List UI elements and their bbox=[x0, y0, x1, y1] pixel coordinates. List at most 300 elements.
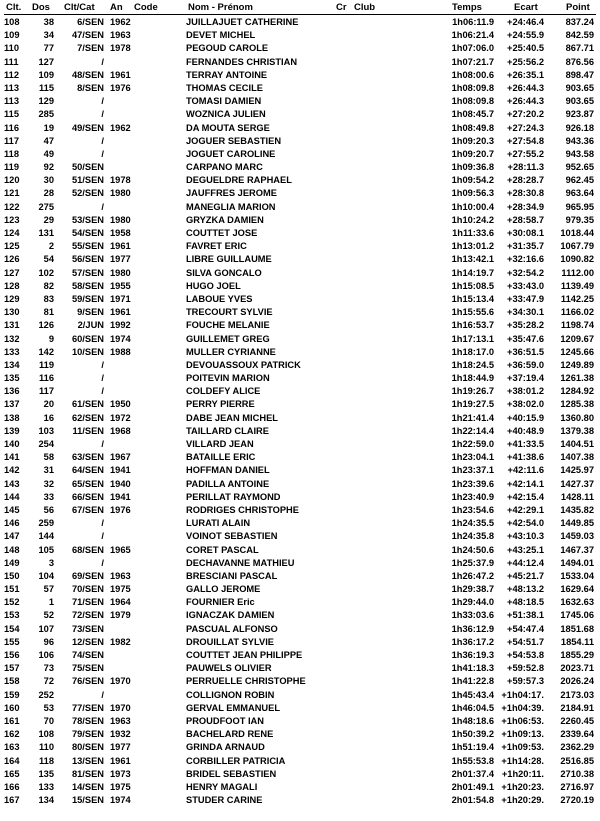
cell-ecart: +33:43.0 bbox=[507, 280, 544, 291]
table-row bbox=[0, 425, 600, 438]
cell-clt: 126 bbox=[4, 254, 20, 265]
cell-dos: 54 bbox=[43, 254, 54, 265]
table-row bbox=[0, 227, 600, 240]
cell-ecart: +24:46.4 bbox=[507, 17, 544, 27]
cell-ecart: +41:38.6 bbox=[507, 452, 544, 463]
cell-nom-prenom: COLLIGNON ROBIN bbox=[186, 689, 275, 700]
cell-ecart: +1h14:28. bbox=[501, 755, 544, 766]
table-row bbox=[0, 781, 600, 794]
table-row bbox=[0, 544, 600, 557]
cell-nom-prenom: LURATI ALAIN bbox=[186, 518, 251, 529]
table-row bbox=[0, 675, 600, 688]
header-code: Code bbox=[134, 2, 158, 13]
table-row bbox=[0, 609, 600, 622]
cell-dos: 285 bbox=[38, 109, 54, 120]
cell-ecart: +28:28.7 bbox=[507, 175, 544, 186]
cell-ecart: +1h20:23. bbox=[501, 781, 544, 792]
cell-an: 1961 bbox=[110, 307, 131, 318]
cell-ecart: +54:47.4 bbox=[507, 623, 544, 634]
cell-nom-prenom: COLDEFY ALICE bbox=[186, 386, 261, 397]
cell-clt-cat: / bbox=[101, 96, 104, 107]
cell-nom-prenom: FOURNIER Eric bbox=[186, 597, 255, 608]
cell-nom-prenom: PEGOUD CAROLE bbox=[186, 43, 269, 54]
cell-clt-cat: 65/SEN bbox=[71, 478, 104, 489]
header-club: Club bbox=[354, 2, 376, 13]
cell-point: 1142.25 bbox=[560, 293, 594, 304]
table-row bbox=[0, 214, 600, 227]
cell-dos: 104 bbox=[38, 570, 54, 581]
cell-ecart: +43:25.1 bbox=[507, 544, 544, 555]
header-ecart: Ecart bbox=[514, 2, 538, 13]
cell-an: 1988 bbox=[110, 346, 131, 357]
header-divider bbox=[4, 14, 596, 15]
cell-dos: 108 bbox=[38, 729, 54, 740]
cell-clt-cat: 75/SEN bbox=[71, 663, 104, 674]
cell-clt-cat: 73/SEN bbox=[71, 623, 104, 634]
table-row bbox=[0, 372, 600, 385]
cell-temps: 1h19:26.7 bbox=[451, 386, 494, 397]
cell-dos: 106 bbox=[38, 650, 54, 660]
cell-dos: 83 bbox=[43, 293, 54, 304]
cell-clt-cat: 70/SEN bbox=[71, 584, 104, 595]
cell-nom-prenom: PAUWELS OLIVIER bbox=[186, 663, 272, 674]
table-row bbox=[0, 240, 600, 253]
cell-nom-prenom: GUILLEMET GREG bbox=[186, 333, 270, 344]
cell-clt: 164 bbox=[4, 755, 20, 766]
cell-clt-cat: 10/SEN bbox=[71, 346, 104, 357]
cell-temps: 1h23:54.6 bbox=[451, 504, 494, 515]
cell-nom-prenom: LABOUE YVES bbox=[186, 293, 253, 304]
cell-ecart: +1h09:13. bbox=[501, 729, 544, 740]
cell-clt-cat: / bbox=[101, 531, 104, 542]
cell-point: 2339.64 bbox=[560, 729, 594, 740]
cell-clt-cat: 6/SEN bbox=[77, 17, 104, 27]
cell-point: 1067.79 bbox=[560, 241, 594, 252]
cell-point: 2720.19 bbox=[560, 795, 594, 806]
cell-point: 2362.29 bbox=[560, 742, 594, 753]
table-row bbox=[0, 333, 600, 346]
cell-an: 1962 bbox=[110, 17, 131, 27]
cell-clt: 141 bbox=[4, 452, 20, 463]
cell-an: 1974 bbox=[110, 333, 131, 344]
cell-an: 1963 bbox=[110, 570, 131, 581]
cell-dos: 82 bbox=[43, 280, 54, 291]
cell-an: 1980 bbox=[110, 267, 131, 278]
cell-temps: 1h17:13.1 bbox=[451, 333, 494, 344]
cell-dos: 58 bbox=[43, 452, 54, 463]
table-row bbox=[0, 478, 600, 491]
table-row bbox=[0, 82, 600, 95]
cell-temps: 1h09:36.8 bbox=[451, 162, 494, 173]
cell-temps: 1h15:08.5 bbox=[451, 280, 494, 291]
table-row bbox=[0, 702, 600, 715]
cell-an: 1992 bbox=[110, 320, 131, 331]
cell-dos: 109 bbox=[38, 69, 54, 80]
cell-nom-prenom: BATAILLE ERIC bbox=[186, 452, 256, 463]
cell-clt-cat: 58/SEN bbox=[71, 280, 104, 291]
cell-ecart: +59:52.8 bbox=[507, 663, 544, 674]
cell-nom-prenom: GRYZKA DAMIEN bbox=[186, 214, 264, 225]
cell-temps: 1h08:09.8 bbox=[451, 96, 494, 107]
cell-clt: 133 bbox=[4, 346, 20, 357]
cell-temps: 1h22:59.0 bbox=[451, 439, 494, 449]
cell-dos: 117 bbox=[39, 386, 54, 397]
cell-ecart: +31:35.7 bbox=[507, 241, 544, 252]
cell-dos: 29 bbox=[43, 214, 54, 225]
cell-clt: 109 bbox=[4, 30, 20, 41]
table-row bbox=[0, 504, 600, 517]
cell-nom-prenom: COUTTET JOSE bbox=[186, 228, 258, 238]
cell-nom-prenom: BRESCIANI PASCAL bbox=[186, 570, 278, 581]
cell-clt-cat: 48/SEN bbox=[71, 69, 104, 80]
cell-ecart: +42:11.6 bbox=[507, 465, 544, 476]
table-row bbox=[0, 689, 600, 702]
table-row bbox=[0, 570, 600, 583]
cell-clt: 116 bbox=[4, 122, 19, 133]
cell-clt-cat: 76/SEN bbox=[71, 676, 104, 687]
cell-point: 1745.06 bbox=[560, 610, 594, 621]
cell-point: 2260.45 bbox=[560, 715, 594, 726]
cell-clt-cat: 64/SEN bbox=[71, 465, 104, 476]
cell-an: 1964 bbox=[110, 597, 131, 608]
cell-ecart: +27:54.8 bbox=[507, 135, 544, 146]
cell-clt: 153 bbox=[4, 610, 20, 621]
cell-nom-prenom: VOINOT SEBASTIEN bbox=[186, 531, 278, 542]
cell-nom-prenom: STUDER CARINE bbox=[186, 795, 263, 806]
cell-point: 1249.89 bbox=[560, 359, 594, 370]
cell-clt: 131 bbox=[4, 320, 20, 331]
cell-an: 1973 bbox=[110, 768, 131, 779]
cell-point: 2710.38 bbox=[560, 768, 594, 779]
cell-an: 1932 bbox=[110, 729, 131, 740]
table-row bbox=[0, 517, 600, 530]
cell-ecart: +51:38.1 bbox=[507, 610, 544, 621]
cell-temps: 1h18:44.9 bbox=[451, 373, 494, 384]
cell-point: 2023.71 bbox=[560, 663, 594, 674]
cell-nom-prenom: DEGUELDRE RAPHAEL bbox=[186, 175, 292, 186]
table-row bbox=[0, 451, 600, 464]
cell-ecart: +42:15.4 bbox=[507, 491, 544, 502]
cell-temps: 1h23:37.1 bbox=[451, 465, 494, 476]
cell-nom-prenom: MULLER CYRIANNE bbox=[186, 346, 276, 357]
cell-point: 1090.82 bbox=[560, 254, 594, 265]
cell-nom-prenom: POITEVIN MARION bbox=[186, 373, 270, 384]
cell-point: 1261.38 bbox=[560, 373, 594, 384]
cell-nom-prenom: DABE JEAN MICHEL bbox=[186, 412, 278, 423]
table-row bbox=[0, 649, 600, 662]
header-an: An bbox=[110, 2, 123, 13]
cell-clt: 110 bbox=[4, 43, 19, 54]
cell-nom-prenom: DA MOUTA SERGE bbox=[186, 122, 270, 133]
cell-clt: 156 bbox=[4, 650, 20, 660]
cell-clt: 163 bbox=[4, 742, 20, 753]
cell-temps: 1h09:20.7 bbox=[451, 148, 494, 159]
cell-ecart: +30:08.1 bbox=[507, 228, 544, 238]
cell-nom-prenom: RODRIGES CHRISTOPHE bbox=[186, 504, 299, 515]
cell-nom-prenom: DEVOUASSOUX PATRICK bbox=[186, 359, 301, 370]
cell-clt-cat: 49/SEN bbox=[71, 122, 104, 133]
cell-clt-cat: 13/SEN bbox=[71, 755, 104, 766]
cell-ecart: +36:59.0 bbox=[507, 359, 544, 370]
cell-temps: 1h13:01.2 bbox=[451, 241, 494, 252]
cell-dos: 53 bbox=[43, 702, 54, 713]
cell-dos: 9 bbox=[48, 333, 54, 344]
cell-temps: 1h51:19.4 bbox=[451, 742, 494, 753]
header-temps: Temps bbox=[452, 2, 482, 13]
cell-nom-prenom: THOMAS CECILE bbox=[186, 82, 263, 93]
cell-ecart: +40:48.9 bbox=[507, 425, 544, 436]
cell-dos: 254 bbox=[38, 439, 54, 449]
table-row bbox=[0, 438, 600, 451]
cell-temps: 1h45:43.4 bbox=[451, 689, 494, 700]
cell-dos: 134 bbox=[38, 795, 54, 806]
cell-point: 2184.91 bbox=[560, 702, 594, 713]
cell-temps: 1h19:27.5 bbox=[451, 399, 494, 410]
table-row bbox=[0, 16, 600, 29]
table-row bbox=[0, 596, 600, 609]
cell-ecart: +41:33.5 bbox=[507, 439, 544, 449]
cell-temps: 1h29:44.0 bbox=[451, 597, 494, 608]
cell-an: 1978 bbox=[110, 175, 131, 186]
cell-clt-cat: 9/SEN bbox=[77, 307, 104, 318]
table-row bbox=[0, 253, 600, 266]
cell-clt-cat: / bbox=[101, 557, 104, 568]
cell-ecart: +28:58.7 bbox=[507, 214, 544, 225]
cell-dos: 33 bbox=[43, 491, 54, 502]
cell-clt-cat: 69/SEN bbox=[71, 570, 104, 581]
table-row bbox=[0, 122, 600, 135]
cell-dos: 2 bbox=[48, 241, 54, 252]
cell-an: 1979 bbox=[110, 610, 131, 621]
cell-ecart: +42:14.1 bbox=[507, 478, 544, 489]
cell-an: 1980 bbox=[110, 214, 131, 225]
table-row bbox=[0, 741, 600, 754]
cell-an: 1950 bbox=[110, 399, 131, 410]
cell-an: 1978 bbox=[110, 43, 131, 54]
cell-temps: 1h41:22.8 bbox=[451, 676, 494, 687]
cell-nom-prenom: WOZNICA JULIEN bbox=[186, 109, 266, 120]
cell-dos: 30 bbox=[43, 175, 54, 186]
cell-point: 979.35 bbox=[565, 214, 594, 225]
cell-nom-prenom: MANEGLIA MARION bbox=[186, 201, 276, 212]
cell-nom-prenom: PROUDFOOT IAN bbox=[186, 715, 264, 726]
cell-dos: 144 bbox=[38, 531, 54, 542]
cell-temps: 1h22:14.4 bbox=[451, 425, 494, 436]
cell-clt-cat: 47/SEN bbox=[71, 30, 104, 41]
cell-clt: 115 bbox=[4, 109, 19, 120]
cell-temps: 1h23:39.6 bbox=[451, 478, 494, 489]
cell-an: 1980 bbox=[110, 188, 131, 199]
cell-point: 2173.03 bbox=[560, 689, 594, 700]
table-row bbox=[0, 306, 600, 319]
cell-ecart: +32:54.2 bbox=[507, 267, 544, 278]
cell-temps: 1h36:12.9 bbox=[451, 623, 494, 634]
cell-dos: 135 bbox=[38, 768, 54, 779]
cell-clt: 123 bbox=[4, 214, 20, 225]
cell-nom-prenom: PADILLA ANTOINE bbox=[186, 478, 270, 489]
cell-point: 1851.68 bbox=[560, 623, 594, 634]
table-row bbox=[0, 398, 600, 411]
cell-point: 926.18 bbox=[565, 122, 594, 133]
cell-clt-cat: 54/SEN bbox=[71, 228, 104, 238]
cell-point: 2516.85 bbox=[560, 755, 594, 766]
table-row bbox=[0, 187, 600, 200]
cell-dos: 70 bbox=[43, 715, 54, 726]
cell-dos: 102 bbox=[38, 267, 54, 278]
cell-ecart: +33:47.9 bbox=[507, 293, 544, 304]
table-row bbox=[0, 464, 600, 477]
cell-clt-cat: 57/SEN bbox=[71, 267, 104, 278]
cell-point: 1629.64 bbox=[560, 584, 594, 595]
cell-nom-prenom: LIBRE GUILLAUME bbox=[186, 254, 272, 265]
cell-point: 903.65 bbox=[565, 82, 594, 93]
cell-clt: 152 bbox=[4, 597, 20, 608]
cell-point: 943.36 bbox=[565, 135, 594, 146]
cell-dos: 16 bbox=[43, 412, 54, 423]
cell-clt-cat: 67/SEN bbox=[71, 504, 104, 515]
cell-clt: 142 bbox=[4, 465, 20, 476]
cell-point: 1284.92 bbox=[560, 386, 594, 397]
table-row bbox=[0, 715, 600, 728]
cell-nom-prenom: FAVRET ERIC bbox=[186, 241, 247, 252]
cell-temps: 1h10:00.4 bbox=[451, 201, 494, 212]
cell-clt: 112 bbox=[4, 69, 19, 80]
cell-clt: 143 bbox=[4, 478, 20, 489]
cell-temps: 1h09:20.3 bbox=[451, 135, 494, 146]
cell-temps: 2h01:54.8 bbox=[451, 795, 494, 806]
cell-point: 1018.44 bbox=[560, 228, 594, 238]
cell-nom-prenom: CARPANO MARC bbox=[186, 162, 263, 173]
cell-temps: 1h24:35.5 bbox=[451, 518, 494, 529]
cell-an: 1982 bbox=[110, 636, 131, 647]
cell-point: 1427.37 bbox=[560, 478, 594, 489]
cell-nom-prenom: PERRUELLE CHRISTOPHE bbox=[186, 676, 306, 687]
cell-dos: 126 bbox=[38, 320, 54, 331]
cell-point: 1379.38 bbox=[560, 425, 594, 436]
cell-clt: 144 bbox=[4, 491, 20, 502]
cell-ecart: +1h20:29. bbox=[501, 795, 544, 806]
cell-clt: 161 bbox=[4, 715, 20, 726]
cell-dos: 118 bbox=[39, 755, 54, 766]
cell-clt: 162 bbox=[4, 729, 20, 740]
table-row bbox=[0, 359, 600, 372]
table-row bbox=[0, 346, 600, 359]
table-row bbox=[0, 95, 600, 108]
cell-temps: 1h46:04.5 bbox=[451, 702, 494, 713]
cell-dos: 119 bbox=[39, 359, 54, 370]
cell-clt: 122 bbox=[4, 201, 20, 212]
cell-clt: 149 bbox=[4, 557, 20, 568]
cell-dos: 110 bbox=[39, 742, 54, 753]
cell-ecart: +24:55.9 bbox=[507, 30, 544, 41]
cell-clt-cat: 63/SEN bbox=[71, 452, 104, 463]
cell-an: 1968 bbox=[110, 425, 131, 436]
cell-temps: 1h33:03.6 bbox=[451, 610, 494, 621]
cell-temps: 1h16:53.7 bbox=[451, 320, 494, 331]
cell-temps: 1h36:17.2 bbox=[451, 636, 494, 647]
cell-dos: 115 bbox=[39, 82, 54, 93]
cell-nom-prenom: TOMASI DAMIEN bbox=[186, 96, 262, 107]
cell-nom-prenom: PASCUAL ALFONSO bbox=[186, 623, 278, 634]
cell-ecart: +27:20.2 bbox=[507, 109, 544, 120]
cell-nom-prenom: GALLO JEROME bbox=[186, 584, 261, 595]
cell-ecart: +26:35.1 bbox=[507, 69, 544, 80]
cell-dos: 49 bbox=[43, 148, 54, 159]
cell-clt-cat: 74/SEN bbox=[71, 650, 104, 660]
cell-ecart: +45:21.7 bbox=[507, 570, 544, 581]
cell-an: 1977 bbox=[110, 254, 131, 265]
table-row bbox=[0, 412, 600, 425]
cell-point: 837.24 bbox=[565, 17, 594, 27]
cell-clt: 113 bbox=[4, 96, 19, 107]
cell-clt-cat: 12/SEN bbox=[71, 636, 104, 647]
cell-clt-cat: 61/SEN bbox=[71, 399, 104, 410]
cell-point: 962.45 bbox=[565, 175, 594, 186]
cell-point: 1209.67 bbox=[560, 333, 594, 344]
cell-an: 1972 bbox=[110, 412, 131, 423]
cell-clt: 155 bbox=[4, 636, 20, 647]
cell-clt: 140 bbox=[4, 439, 20, 449]
cell-an: 1941 bbox=[110, 491, 131, 502]
cell-temps: 1h26:47.2 bbox=[451, 570, 494, 581]
cell-clt-cat: 56/SEN bbox=[71, 254, 104, 265]
cell-clt-cat: 59/SEN bbox=[71, 293, 104, 304]
cell-clt: 146 bbox=[4, 518, 20, 529]
cell-an: 1975 bbox=[110, 584, 131, 595]
cell-clt: 166 bbox=[4, 781, 20, 792]
cell-clt-cat: 52/SEN bbox=[71, 188, 104, 199]
cell-clt-cat: 55/SEN bbox=[71, 241, 104, 252]
cell-an: 1974 bbox=[110, 795, 131, 806]
cell-clt: 165 bbox=[4, 768, 20, 779]
cell-temps: 1h15:55.6 bbox=[451, 307, 494, 318]
cell-clt: 127 bbox=[4, 267, 20, 278]
cell-point: 1467.37 bbox=[560, 544, 594, 555]
cell-clt: 159 bbox=[4, 689, 20, 700]
cell-clt: 138 bbox=[4, 412, 20, 423]
cell-ecart: +40:15.9 bbox=[507, 412, 544, 423]
cell-clt: 132 bbox=[4, 333, 20, 344]
cell-point: 867.71 bbox=[565, 43, 594, 54]
cell-ecart: +1h04:17. bbox=[501, 689, 544, 700]
cell-nom-prenom: JUILLAJUET CATHERINE bbox=[186, 17, 299, 27]
cell-clt: 139 bbox=[4, 425, 20, 436]
table-row bbox=[0, 29, 600, 42]
cell-clt: 147 bbox=[4, 531, 20, 542]
cell-nom-prenom: PERILLAT RAYMOND bbox=[186, 491, 281, 502]
cell-ecart: +27:55.2 bbox=[507, 148, 544, 159]
cell-point: 1139.49 bbox=[560, 280, 594, 291]
cell-clt: 121 bbox=[4, 188, 20, 199]
cell-point: 1494.01 bbox=[560, 557, 594, 568]
cell-an: 1961 bbox=[110, 241, 131, 252]
cell-clt-cat: / bbox=[101, 689, 104, 700]
cell-point: 1245.66 bbox=[560, 346, 594, 357]
cell-point: 1428.11 bbox=[560, 491, 594, 502]
cell-dos: 34 bbox=[43, 30, 54, 41]
cell-temps: 1h11:33.6 bbox=[452, 228, 494, 238]
table-row bbox=[0, 491, 600, 504]
table-row bbox=[0, 69, 600, 82]
cell-temps: 1h36:19.3 bbox=[451, 650, 494, 660]
cell-an: 1955 bbox=[110, 280, 131, 291]
cell-clt-cat: / bbox=[101, 109, 104, 120]
cell-clt-cat: 81/SEN bbox=[71, 768, 104, 779]
cell-point: 943.58 bbox=[565, 148, 594, 159]
cell-ecart: +44:12.4 bbox=[507, 557, 544, 568]
table-row bbox=[0, 385, 600, 398]
cell-clt: 137 bbox=[4, 399, 20, 410]
